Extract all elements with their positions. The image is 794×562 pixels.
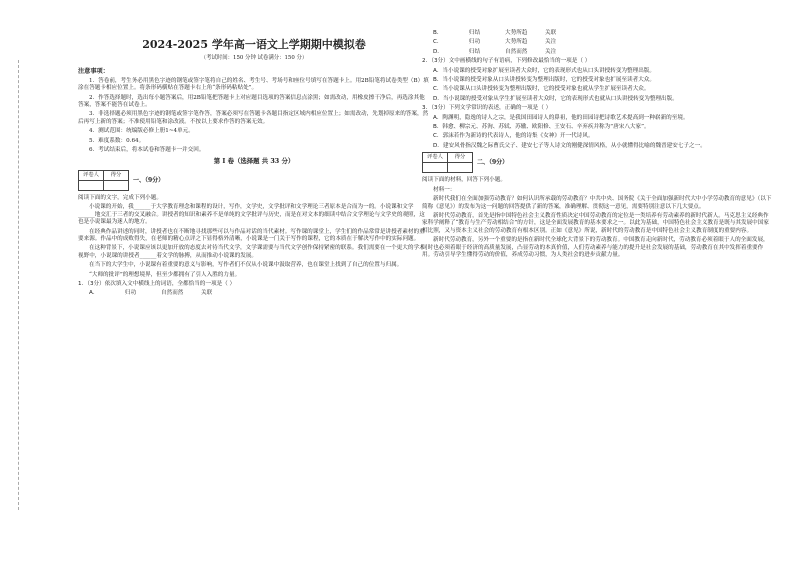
note-item: 3．非选择题必须用黑色字迹的钢笔或签字笔作答，答案必须写在答题卡各题目指定区域内相应位置上；如需改动，先划掉原来的答案，然后再写上新的答案；不准使用铅笔和涂改液。不按以上要求作答的答案无效。 (78, 111, 429, 125)
q2-option-d[interactable]: D．当小说课的授受对象从学生扩展至读者大众时，它的表现形式也就从口头讲授转变为整理出版。 (433, 95, 678, 102)
q3-option-a[interactable]: A．陶渊明，隐逸的诗人之宗，是我国田园诗人的鼻祖，他的田园诗把诗歌艺术提高到一种崭新的至境。 (433, 114, 689, 121)
part1-label: 一、（9分） (133, 176, 165, 184)
note-item: 2．作答选择题时，选出每小题答案后，用2B铅笔把答题卡上对应题目选项的答案信息点涂黑；如需改动，用橡皮擦干净后，再选涂其他答案，答案不能答在试卷上。 (78, 94, 425, 109)
q1-option-a[interactable] (78, 290, 430, 297)
option-word-3: 关联 (201, 290, 213, 297)
score-label: 得分 (104, 170, 129, 180)
material-label: 材料一： (433, 186, 456, 193)
option-word-1: 归功 (125, 290, 137, 297)
right-column (422, 30, 774, 261)
section1-title: 第 I 卷（选择题 共 33 分） (213, 157, 295, 166)
q1-option-d[interactable] (422, 49, 774, 56)
score-box (78, 170, 129, 191)
note-item: 4．测试范围：统编版必修上册1~4单元。 (89, 128, 194, 135)
question-1: 1．（3分）依次填入文中横线上的词语，全都恰当的一项是（ ） (78, 280, 236, 287)
option-word-2: 自然而然 (161, 290, 184, 297)
question-3: 3．（3分）下列文学常识的表述，正确的一项是（ ） (422, 105, 552, 112)
q3-option-c[interactable]: C．郭沫若作为新诗的代表诗人，他的诗集《女神》开一代诗风。 (433, 133, 594, 140)
passage-paragraph: 在当下的大学生中，小说课有着重要的意义与影响，写作者们不仅从小说课中汲取营养，也在课堂上找到了自己的位置与归属。 (89, 262, 403, 269)
option-letter: B． (433, 30, 443, 36)
grader-label: 评卷人 (423, 153, 448, 163)
q2-option-c[interactable]: C．当小说课从口头讲授转变为整理出版时，它的授受对象也就从学生扩展至读者大众。 (433, 86, 650, 93)
score-box (422, 152, 473, 173)
note-item: 5．难度系数：0.64。 (89, 137, 145, 144)
material-paragraph: 新时代我们在全面加强劳动教育？如何认识所承载的劳动教育？中共中央、国务院《关于全面加强新时代大中小学劳动教育的意见》（以下简称《意见》）的发布为这一问题的回答提供了新的答案，准确理解、贯彻这一意见，需要特别注意以下几大要点。 (422, 196, 772, 210)
option-word-1: 归结 (469, 30, 481, 36)
grader-cell[interactable] (79, 180, 104, 190)
passage-paragraph: 在这种背景下，小说课应该以更加开放的态度去对待当代文学，文学课需要与当代文学创作保持紧密的联系。我们需要在一个更大的学术视野中，小说课的讲授者______着文学的脉搏，从而推动小说课的发展。 (78, 245, 425, 259)
option-word-1: 归功 (469, 39, 481, 46)
binding-line (18, 60, 19, 510)
note-item: 1．答卷前，考生务必用黑色字迹的钢笔或签字笔将自己的姓名、考生号、考场号和座位号填写在答题卡上。用2B铅笔将试卷类型（B）填涂在答题卡相应位置上。将条形码横贴在答题卡右上角“条形码粘贴处”。 (78, 77, 429, 92)
exam-subtitle: （考试时间：150 分钟 试卷满分：150 分） (200, 55, 308, 61)
option-word-2: 大势所趋 (505, 39, 528, 46)
passage-paragraph: 小说课的开始，我______于大学教育理念和课程的设计，写作，文学史，文学批评和文学理论三者原本是合而为一的。小说课和文学______地交汇于三者的交叉融合。讲授者的知识和素养不是单纯的文学批评与历史，而是在对文本的细读中结合文学理论与文学史的观照，这也是小说课最为迷人的地方。 (78, 204, 425, 226)
option-word-2: 自然而然 (505, 48, 528, 55)
passage-paragraph: 在经典作品讲述的同时，讲授者也在不断地寻找那些可以与作品对话的当代素材。写作课的课堂上，学生们的作品常常是讲授者素材的重要来源。作品中的成败得失，在老师的精心点评之下显得格外清晰，小说课是一门关于写作的课程，它的本质在于解决写作中的实际问题。 (78, 228, 425, 242)
score-cell[interactable] (448, 163, 473, 173)
q2-option-b[interactable]: B．当小说课的授受对象从口头讲授转变为整理出版时，它的授受对象也扩展至读者大众。 (433, 77, 655, 84)
note-item: 6．考试结束后，将本试卷和答题卡一并交回。 (89, 147, 205, 154)
option-word-3: 关注 (545, 39, 557, 46)
score-row-2 (422, 152, 774, 173)
option-word-3: 关联 (545, 30, 557, 36)
grader-label: 评卷人 (79, 170, 104, 180)
option-letter: C． (433, 39, 443, 46)
option-word-1: 归结 (469, 48, 481, 55)
score-cell[interactable] (104, 180, 129, 190)
score-label: 得分 (448, 153, 473, 163)
question-2: 2．（3分）文中画横线的句子有语病，下列修改最恰当的一项是（ ） (422, 58, 591, 65)
option-letter: A． (89, 290, 99, 297)
q1-option-c[interactable] (422, 39, 774, 46)
left-column (78, 30, 430, 300)
material-paragraph: 新时代劳动教育，首先是指中国特色社会主义教育性质决定中国劳动教育的定位是一类培养有劳动素养的新时代新人。马克思主义经典作家科学阐释了“教育与生产劳动相结合”的方针，这是全面发展教育的基本要求之一。以此为基础，中国特色社会主义教育是既与其发展中国家相比照，又与资本主义社会的劳动教育有根本区别。正如《意见》所说，新时代的劳动教育是中国特色社会主义教育制度的重要内容。 (422, 212, 769, 234)
grader-cell[interactable] (423, 163, 448, 173)
q1-option-b[interactable] (422, 30, 774, 37)
q2-option-a[interactable]: A．当小说课的授受对象扩展至读者大众时，它的表现形式也从口头讲授转变为整理出版。 (433, 67, 655, 74)
option-word-3: 关注 (545, 48, 557, 55)
part1-instruction: 阅读下面的文字，完成下列小题。 (78, 194, 162, 201)
part2-label: 二、（9分） (477, 159, 509, 167)
material-paragraph: 新时代劳动教育，另外一个重要的是指在新时代全球化大背景下的劳动教育。中国教育走向新时代，劳动教育必须着眼于人的全面发展，同时也必须着眼于经济的高质量发展，凸显劳动的本真价值，人们劳动素养与能力的提升是社会发展的基础，劳动教育在其中发挥着重要作用。劳动引导学生懂得劳动的价值，养成劳动习惯，为人类社会的进步贡献力量。 (422, 237, 769, 258)
q3-option-d[interactable]: D．建安风骨指汉魏之际曹氏父子、建安七子等人诗文的刚健深情风格，从小就懂得比喻的魏晋建安七子之一。 (433, 142, 706, 149)
exam-title: 2024-2025 学年高一语文上学期期中模拟卷 (142, 38, 366, 51)
passage-paragraph: “大师的批评”的理想境界，但至少都拥有了引人入胜的力量。 (89, 271, 241, 278)
notes-heading: 注意事项： (78, 68, 109, 76)
option-letter: D． (433, 48, 443, 55)
part2-instruction: 阅读下面的材料，回答下列小题。 (422, 177, 506, 184)
score-row-1 (78, 170, 430, 191)
option-word-2: 大势所趋 (505, 30, 528, 36)
q3-option-b[interactable]: B．韩愈、柳宗元、苏洵、苏轼、苏辙、欧阳修、王安石、辛弃疾并称为“唐宋八大家”。 (433, 124, 650, 131)
